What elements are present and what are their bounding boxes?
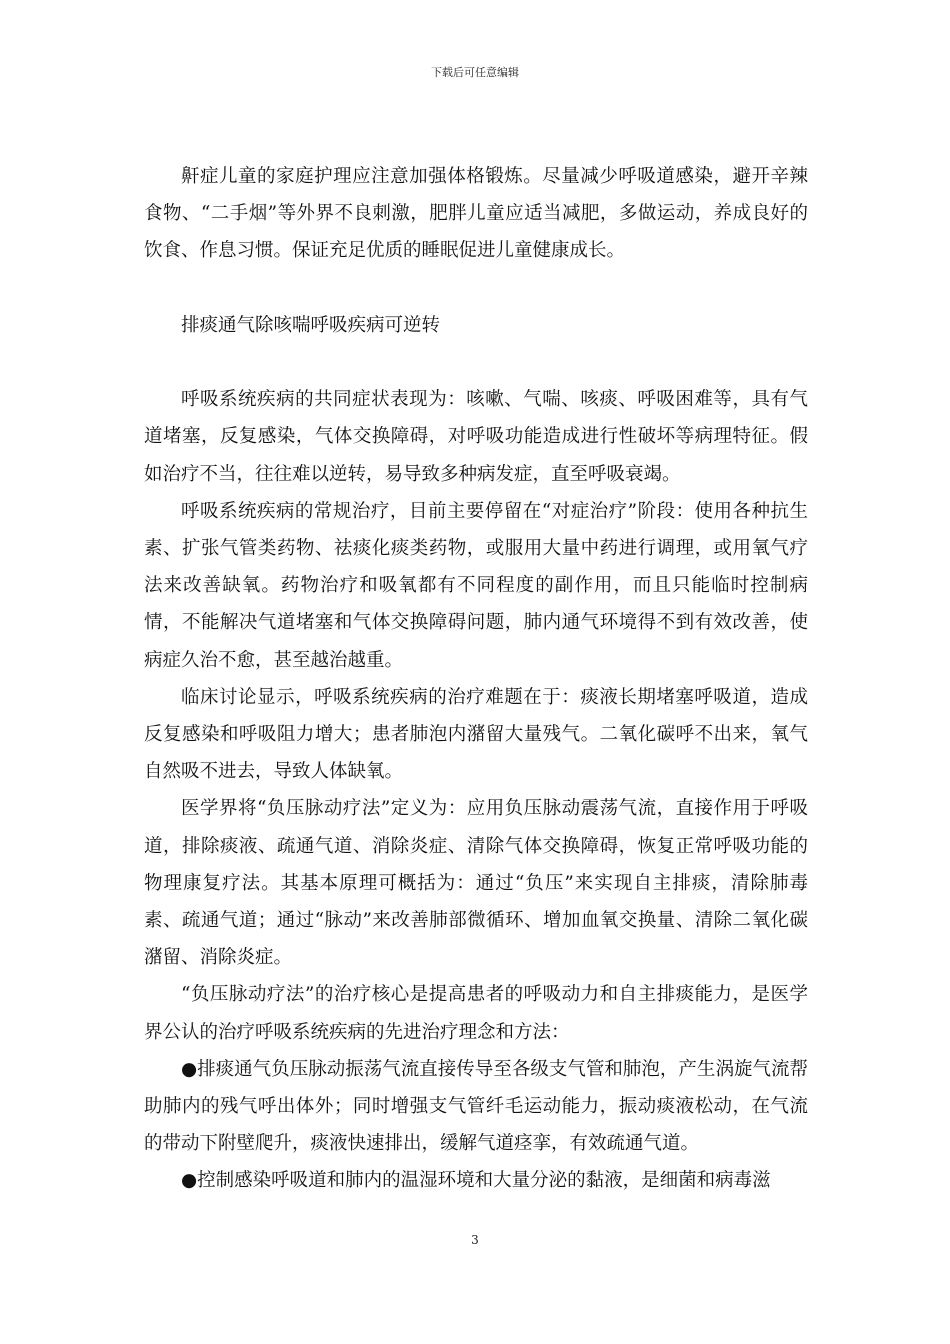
page-number: 3 <box>471 1233 479 1247</box>
paragraph-snoring-care: 鼾症儿童的家庭护理应注意加强体格锻炼。尽量减少呼吸道感染，避开辛辣食物、“二手烟”等外界不良刺激，肥胖儿童应适当减肥，多做运动，养成良好的饮食、作息习惯。保证充足优质的睡眠促进儿童健康成长。 <box>144 166 808 262</box>
paragraph-symptoms: 呼吸系统疾病的共同症状表现为：咳嗽、气喘、咳痰、呼吸困难等，具有气道堵塞，反复感染，气体交换障碍，对呼吸功能造成进行性破坏等病理特征。假如治疗不当，往往难以逆转，易导致多种病发症，直至呼吸衰竭。 <box>144 389 808 485</box>
section-heading: 排痰通气除咳喘呼吸疾病可逆转 <box>181 314 441 336</box>
paragraph-clinical-discussion: 临床讨论显示，呼吸系统疾病的治疗难题在于：痰液长期堵塞呼吸道，造成反复感染和呼吸阻力增大；患者肺泡内潴留大量残气。二氧化碳呼不出来，氧气自然吸不进去，导致人体缺氧。 <box>144 686 808 783</box>
document-body <box>144 158 808 1200</box>
blank-line <box>144 270 808 307</box>
paragraph-therapy-core: “负压脉动疗法”的治疗核心是提高患者的呼吸动力和自主排痰能力，是医学界公认的治疗呼吸系统疾病的先进治疗理念和方法： <box>144 984 808 1043</box>
paragraph-conventional-treatment: 呼吸系统疾病的常规治疗，目前主要停留在“对症治疗”阶段：使用各种抗生素、扩张气管类药物、祛痰化痰类药物，或服用大量中药进行调理，或用氧气疗法来改善缺氧。药物治疗和吸氧都有不同程度的副作用，而且只能临时控制病情，不能解决气道堵塞和气体交换障碍问题，肺内通气环境得不到有效改善，使病症久治不愈，甚至越治越重。 <box>144 500 808 671</box>
bullet-sputum-ventilation: ●排痰通气负压脉动振荡气流直接传导至各级支气管和肺泡，产生涡旋气流帮助肺内的残气呼出体外；同时增强支气管纤毛运动能力，振动痰液松动，在气流的带动下附壁爬升，痰液快速排出，缓解气道痉挛，有效疏通气道。 <box>144 1058 808 1155</box>
blank-line <box>144 344 808 381</box>
paragraph-therapy-definition: 医学界将“负压脉动疗法”定义为：应用负压脉动震荡气流，直接作用于呼吸道，排除痰液、疏通气道、消除炎症、清除气体交换障碍，恢复正常呼吸功能的物理康复疗法。其基本原理可概括为：通过“负压”来实现自主排痰，清除肺毒素、疏通气道；通过“脉动”来改善肺部微循环、增加血氧交换量、清除二氧化碳潴留、消除炎症。 <box>144 798 808 969</box>
page-header-note: 下载后可任意编辑 <box>431 66 519 79</box>
bullet-infection-control: ●控制感染呼吸道和肺内的温湿环境和大量分泌的黏液，是细菌和病毒滋 <box>181 1170 771 1192</box>
